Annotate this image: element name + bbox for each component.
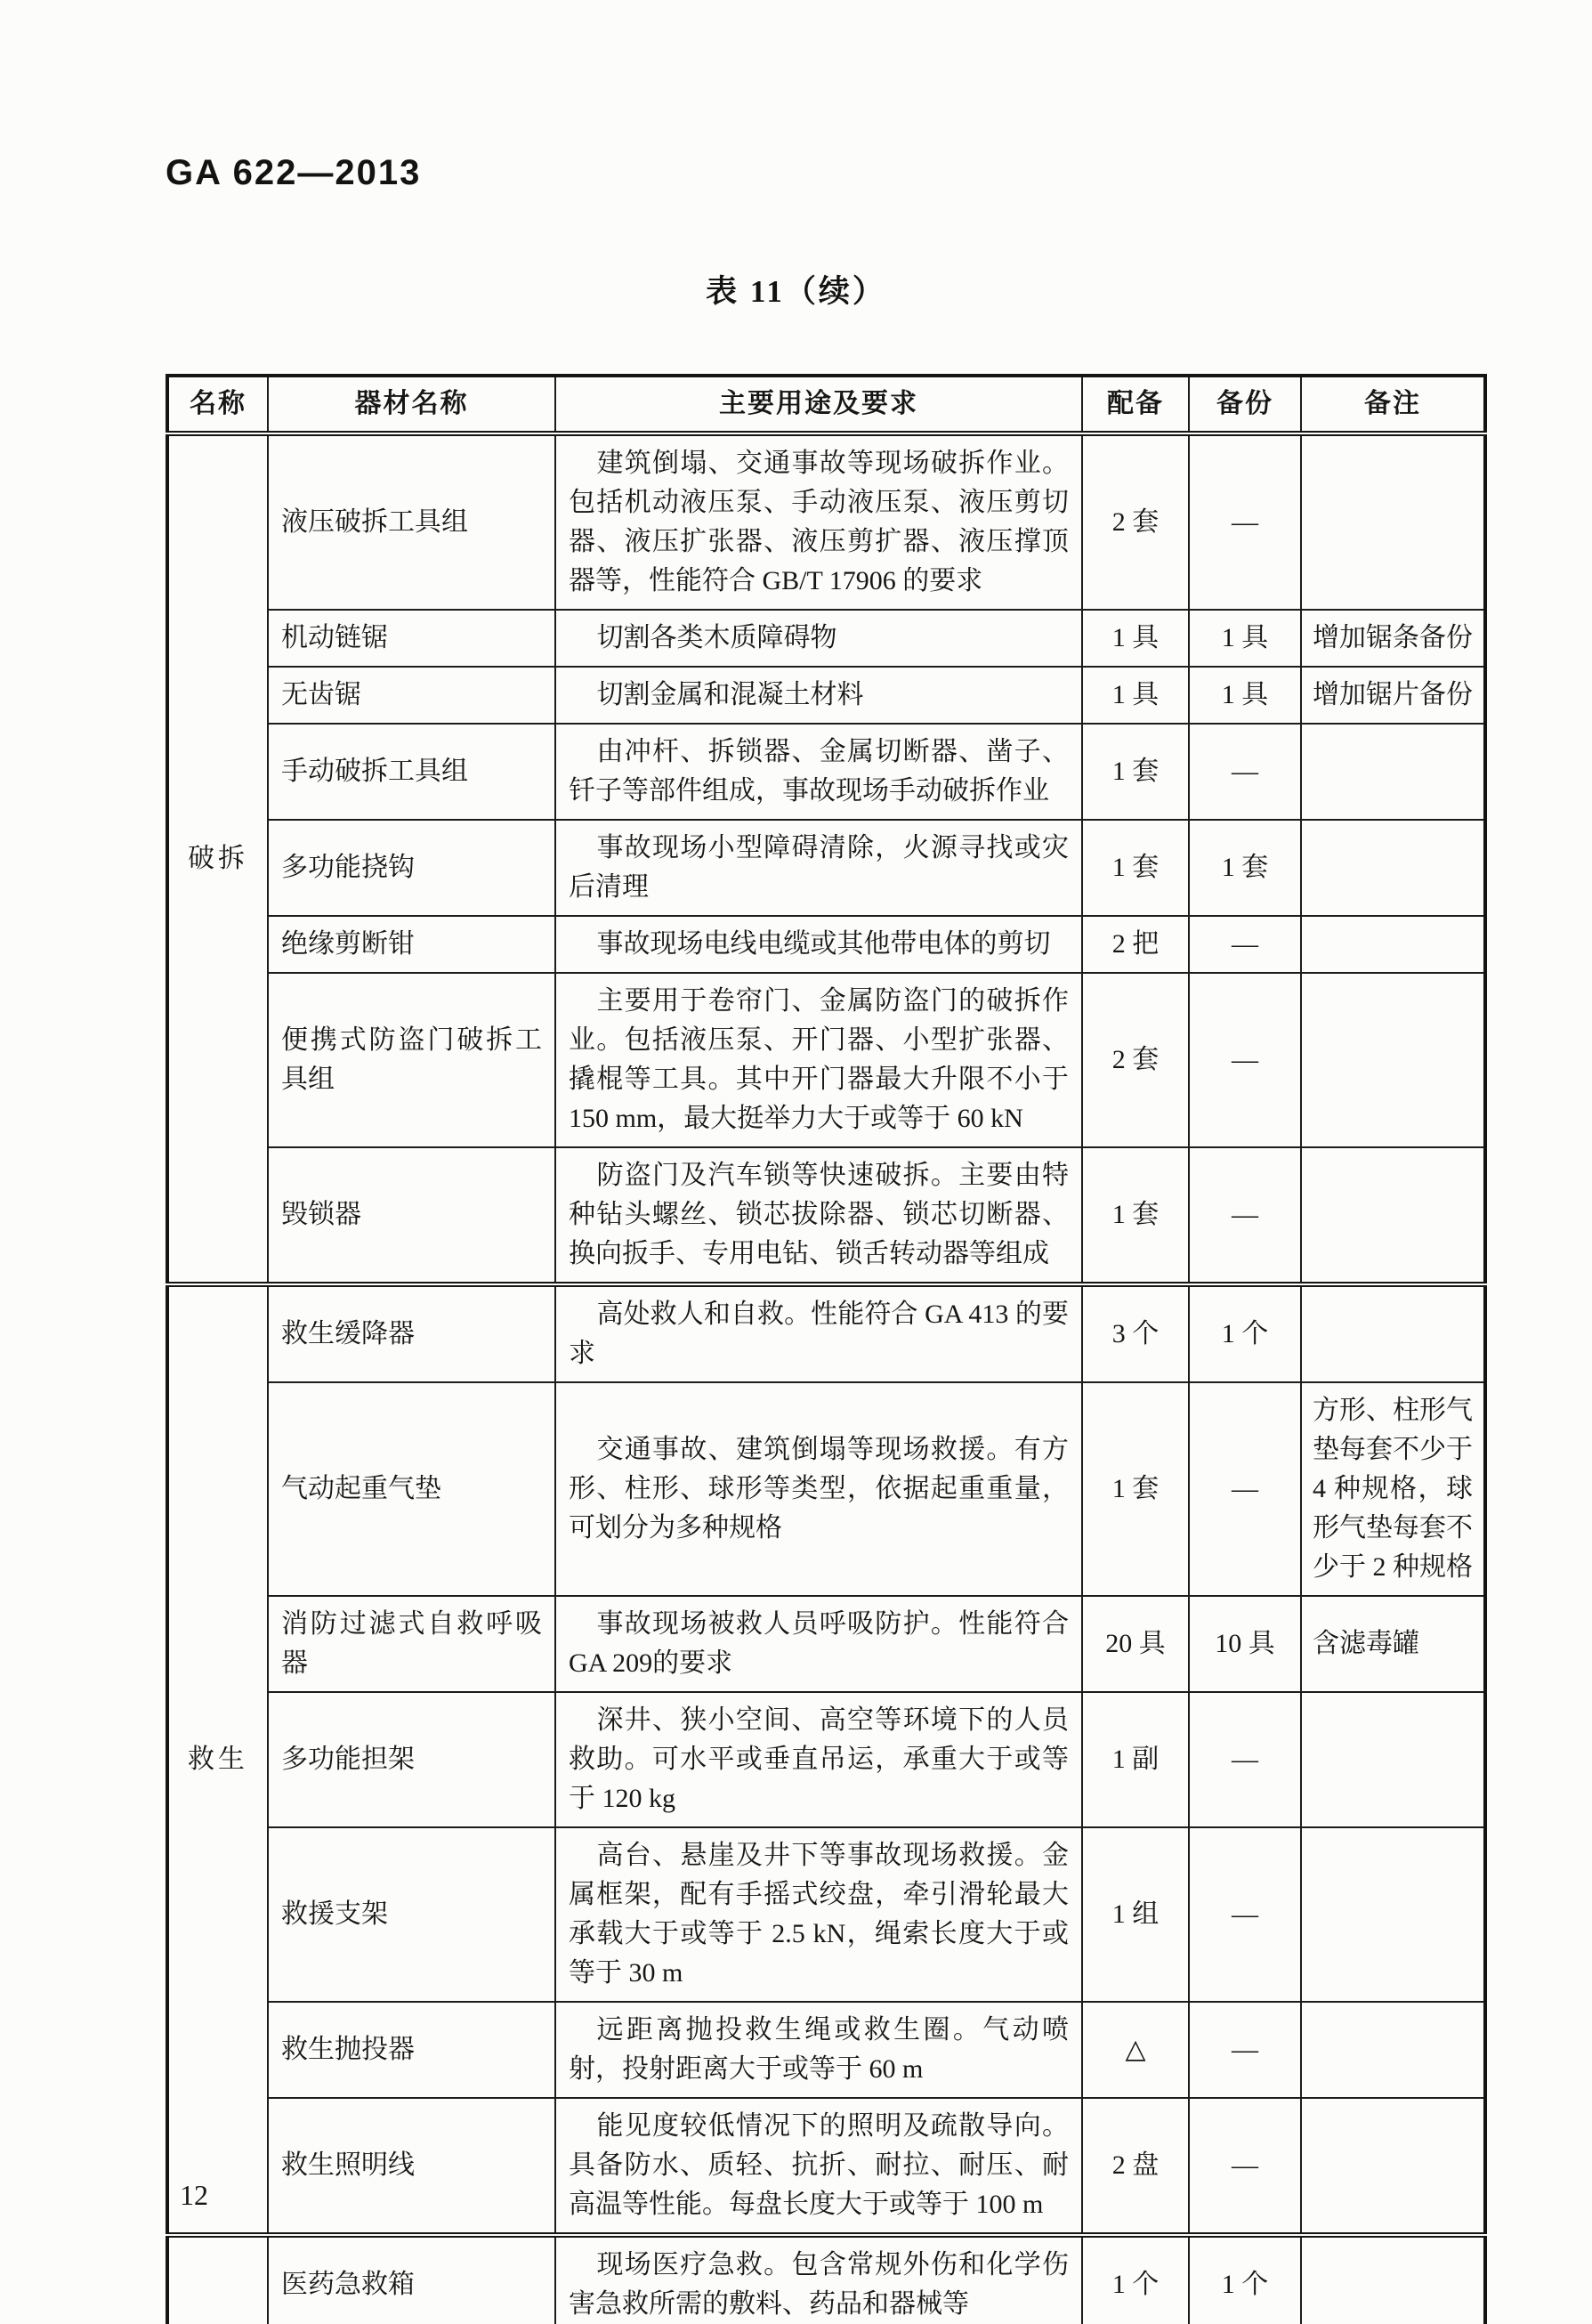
table-row bbox=[167, 1382, 1485, 1596]
usage-cell: 高台、悬崖及井下等事故现场救援。金属框架，配有手摇式绞盘，牵引滑轮最大承载大于或等于 2.5 kN，绳索长度大于或等于 30 m bbox=[555, 1827, 1082, 2002]
remark-cell bbox=[1301, 1284, 1485, 1382]
equipped-qty-cell: 1 套 bbox=[1082, 820, 1189, 916]
equipment-name-cell: 医药急救箱 bbox=[268, 2235, 555, 2324]
category-cell bbox=[167, 2235, 268, 2324]
usage-cell: 深井、狭小空间、高空等环境下的人员救助。可水平或垂直吊运，承重大于或等于 120 kg bbox=[555, 1692, 1082, 1827]
equipped-qty-cell: 1 具 bbox=[1082, 610, 1189, 667]
equipped-qty-cell: △ bbox=[1082, 2002, 1189, 2098]
equipment-name-cell: 手动破拆工具组 bbox=[268, 724, 555, 820]
standard-number: GA 622—2013 bbox=[166, 153, 422, 192]
col-header-usage: 主要用途及要求 bbox=[555, 376, 1082, 433]
usage-cell: 由冲杆、拆锁器、金属切断器、凿子、钎子等部件组成，事故现场手动破拆作业 bbox=[555, 724, 1082, 820]
remark-cell bbox=[1301, 2098, 1485, 2235]
usage-cell: 事故现场小型障碍清除，火源寻找或灾后清理 bbox=[555, 820, 1082, 916]
usage-cell: 切割各类木质障碍物 bbox=[555, 610, 1082, 667]
usage-cell: 建筑倒塌、交通事故等现场破拆作业。包括机动液压泵、手动液压泵、液压剪切器、液压扩张器、液压剪扩器、液压撑顶器等，性能符合 GB/T 17906 的要求 bbox=[555, 433, 1082, 610]
remark-cell: 方形、柱形气垫每套不少于 4 种规格，球形气垫每套不少于 2 种规格 bbox=[1301, 1382, 1485, 1596]
backup-qty-cell: 1 具 bbox=[1189, 610, 1301, 667]
page-number: 12 bbox=[180, 2179, 208, 2211]
table-row bbox=[167, 973, 1485, 1147]
equipment-name-cell: 绝缘剪断钳 bbox=[268, 916, 555, 973]
equipment-name-cell: 救援支架 bbox=[268, 1827, 555, 2002]
usage-cell: 高处救人和自救。性能符合 GA 413 的要求 bbox=[555, 1284, 1082, 1382]
table-caption: 表 11（续） bbox=[706, 274, 886, 309]
backup-qty-cell: — bbox=[1189, 2002, 1301, 2098]
table-row bbox=[167, 1147, 1485, 1284]
equipment-table bbox=[166, 374, 1487, 2324]
table-row bbox=[167, 2002, 1485, 2098]
backup-qty-cell: — bbox=[1189, 1147, 1301, 1284]
equipment-name-cell: 无齿锯 bbox=[268, 667, 555, 724]
table-row bbox=[167, 1692, 1485, 1827]
equipment-name-cell: 毁锁器 bbox=[268, 1147, 555, 1284]
usage-cell: 远距离抛投救生绳或救生圈。气动喷射，投射距离大于或等于 60 m bbox=[555, 2002, 1082, 2098]
equipment-name-cell: 多功能挠钩 bbox=[268, 820, 555, 916]
table-row bbox=[167, 1827, 1485, 2002]
remark-cell bbox=[1301, 1692, 1485, 1827]
equipped-qty-cell: 1 个 bbox=[1082, 2235, 1189, 2324]
col-header-category: 名称 bbox=[167, 376, 268, 433]
backup-qty-cell: 1 个 bbox=[1189, 2235, 1301, 2324]
equipped-qty-cell: 1 套 bbox=[1082, 1147, 1189, 1284]
backup-qty-cell: 1 具 bbox=[1189, 667, 1301, 724]
backup-qty-cell: — bbox=[1189, 2098, 1301, 2235]
backup-qty-cell: 1 套 bbox=[1189, 820, 1301, 916]
remark-cell bbox=[1301, 1147, 1485, 1284]
equipped-qty-cell: 2 把 bbox=[1082, 916, 1189, 973]
equipment-name-cell: 机动链锯 bbox=[268, 610, 555, 667]
table-row bbox=[167, 667, 1485, 724]
equipped-qty-cell: 3 个 bbox=[1082, 1284, 1189, 1382]
equipped-qty-cell: 2 套 bbox=[1082, 433, 1189, 610]
remark-cell bbox=[1301, 1827, 1485, 2002]
equipped-qty-cell: 1 副 bbox=[1082, 1692, 1189, 1827]
usage-cell: 防盗门及汽车锁等快速破拆。主要由特种钻头螺丝、锁芯拔除器、锁芯切断器、换向扳手、专用电钻、锁舌转动器等组成 bbox=[555, 1147, 1082, 1284]
remark-cell bbox=[1301, 433, 1485, 610]
usage-cell: 现场医疗急救。包含常规外伤和化学伤害急救所需的敷料、药品和器械等 bbox=[555, 2235, 1082, 2324]
table-row bbox=[167, 610, 1485, 667]
equipment-name-cell: 消防过滤式自救呼吸器 bbox=[268, 1596, 555, 1692]
remark-cell: 含滤毒罐 bbox=[1301, 1596, 1485, 1692]
usage-cell: 交通事故、建筑倒塌等现场救援。有方形、柱形、球形等类型，依据起重重量，可划分为多种规格 bbox=[555, 1382, 1082, 1596]
backup-qty-cell: — bbox=[1189, 724, 1301, 820]
col-header-equipped: 配备 bbox=[1082, 376, 1189, 433]
col-header-equipment: 器材名称 bbox=[268, 376, 555, 433]
usage-cell: 主要用于卷帘门、金属防盗门的破拆作业。包括液压泵、开门器、小型扩张器、撬棍等工具。其中开门器最大升限不小于 150 mm，最大挺举力大于或等于 60 kN bbox=[555, 973, 1082, 1147]
col-header-remark: 备注 bbox=[1301, 376, 1485, 433]
equipment-name-cell: 液压破拆工具组 bbox=[268, 433, 555, 610]
remark-cell: 增加锯条备份 bbox=[1301, 610, 1485, 667]
backup-qty-cell: — bbox=[1189, 1382, 1301, 1596]
equipment-name-cell: 救生缓降器 bbox=[268, 1284, 555, 1382]
equipped-qty-cell: 2 套 bbox=[1082, 973, 1189, 1147]
equipment-name-cell: 气动起重气垫 bbox=[268, 1382, 555, 1596]
usage-cell: 事故现场被救人员呼吸防护。性能符合 GA 209的要求 bbox=[555, 1596, 1082, 1692]
remark-cell bbox=[1301, 2235, 1485, 2324]
equipped-qty-cell: 1 组 bbox=[1082, 1827, 1189, 2002]
equipped-qty-cell: 1 套 bbox=[1082, 724, 1189, 820]
equipped-qty-cell: 1 具 bbox=[1082, 667, 1189, 724]
equipped-qty-cell: 1 套 bbox=[1082, 1382, 1189, 1596]
remark-cell bbox=[1301, 2002, 1485, 2098]
remark-cell: 增加锯片备份 bbox=[1301, 667, 1485, 724]
table-header-row bbox=[167, 376, 1485, 433]
table-row bbox=[167, 1596, 1485, 1692]
equipment-name-cell: 救生抛投器 bbox=[268, 2002, 555, 2098]
backup-qty-cell: 10 具 bbox=[1189, 1596, 1301, 1692]
table-row bbox=[167, 2235, 1485, 2324]
equipment-table-body bbox=[167, 433, 1485, 2324]
category-cell: 破拆 bbox=[167, 433, 268, 1284]
remark-cell bbox=[1301, 820, 1485, 916]
remark-cell bbox=[1301, 916, 1485, 973]
table-row bbox=[167, 820, 1485, 916]
backup-qty-cell: 1 个 bbox=[1189, 1284, 1301, 1382]
remark-cell bbox=[1301, 724, 1485, 820]
equipped-qty-cell: 2 盘 bbox=[1082, 2098, 1189, 2235]
backup-qty-cell: — bbox=[1189, 1692, 1301, 1827]
equipment-name-cell: 救生照明线 bbox=[268, 2098, 555, 2235]
backup-qty-cell: — bbox=[1189, 916, 1301, 973]
table-row bbox=[167, 1284, 1485, 1382]
usage-cell: 能见度较低情况下的照明及疏散导向。具备防水、质轻、抗折、耐拉、耐压、耐高温等性能。每盘长度大于或等于 100 m bbox=[555, 2098, 1082, 2235]
category-cell: 救生 bbox=[167, 1284, 268, 2235]
table-row bbox=[167, 916, 1485, 973]
equipment-name-cell: 多功能担架 bbox=[268, 1692, 555, 1827]
table-row bbox=[167, 724, 1485, 820]
equipment-name-cell: 便携式防盗门破拆工具组 bbox=[268, 973, 555, 1147]
remark-cell bbox=[1301, 973, 1485, 1147]
usage-cell: 事故现场电线电缆或其他带电体的剪切 bbox=[555, 916, 1082, 973]
table-row bbox=[167, 433, 1485, 610]
backup-qty-cell: — bbox=[1189, 433, 1301, 610]
col-header-backup: 备份 bbox=[1189, 376, 1301, 433]
backup-qty-cell: — bbox=[1189, 1827, 1301, 2002]
equipped-qty-cell: 20 具 bbox=[1082, 1596, 1189, 1692]
usage-cell: 切割金属和混凝土材料 bbox=[555, 667, 1082, 724]
backup-qty-cell: — bbox=[1189, 973, 1301, 1147]
table-row bbox=[167, 2098, 1485, 2235]
